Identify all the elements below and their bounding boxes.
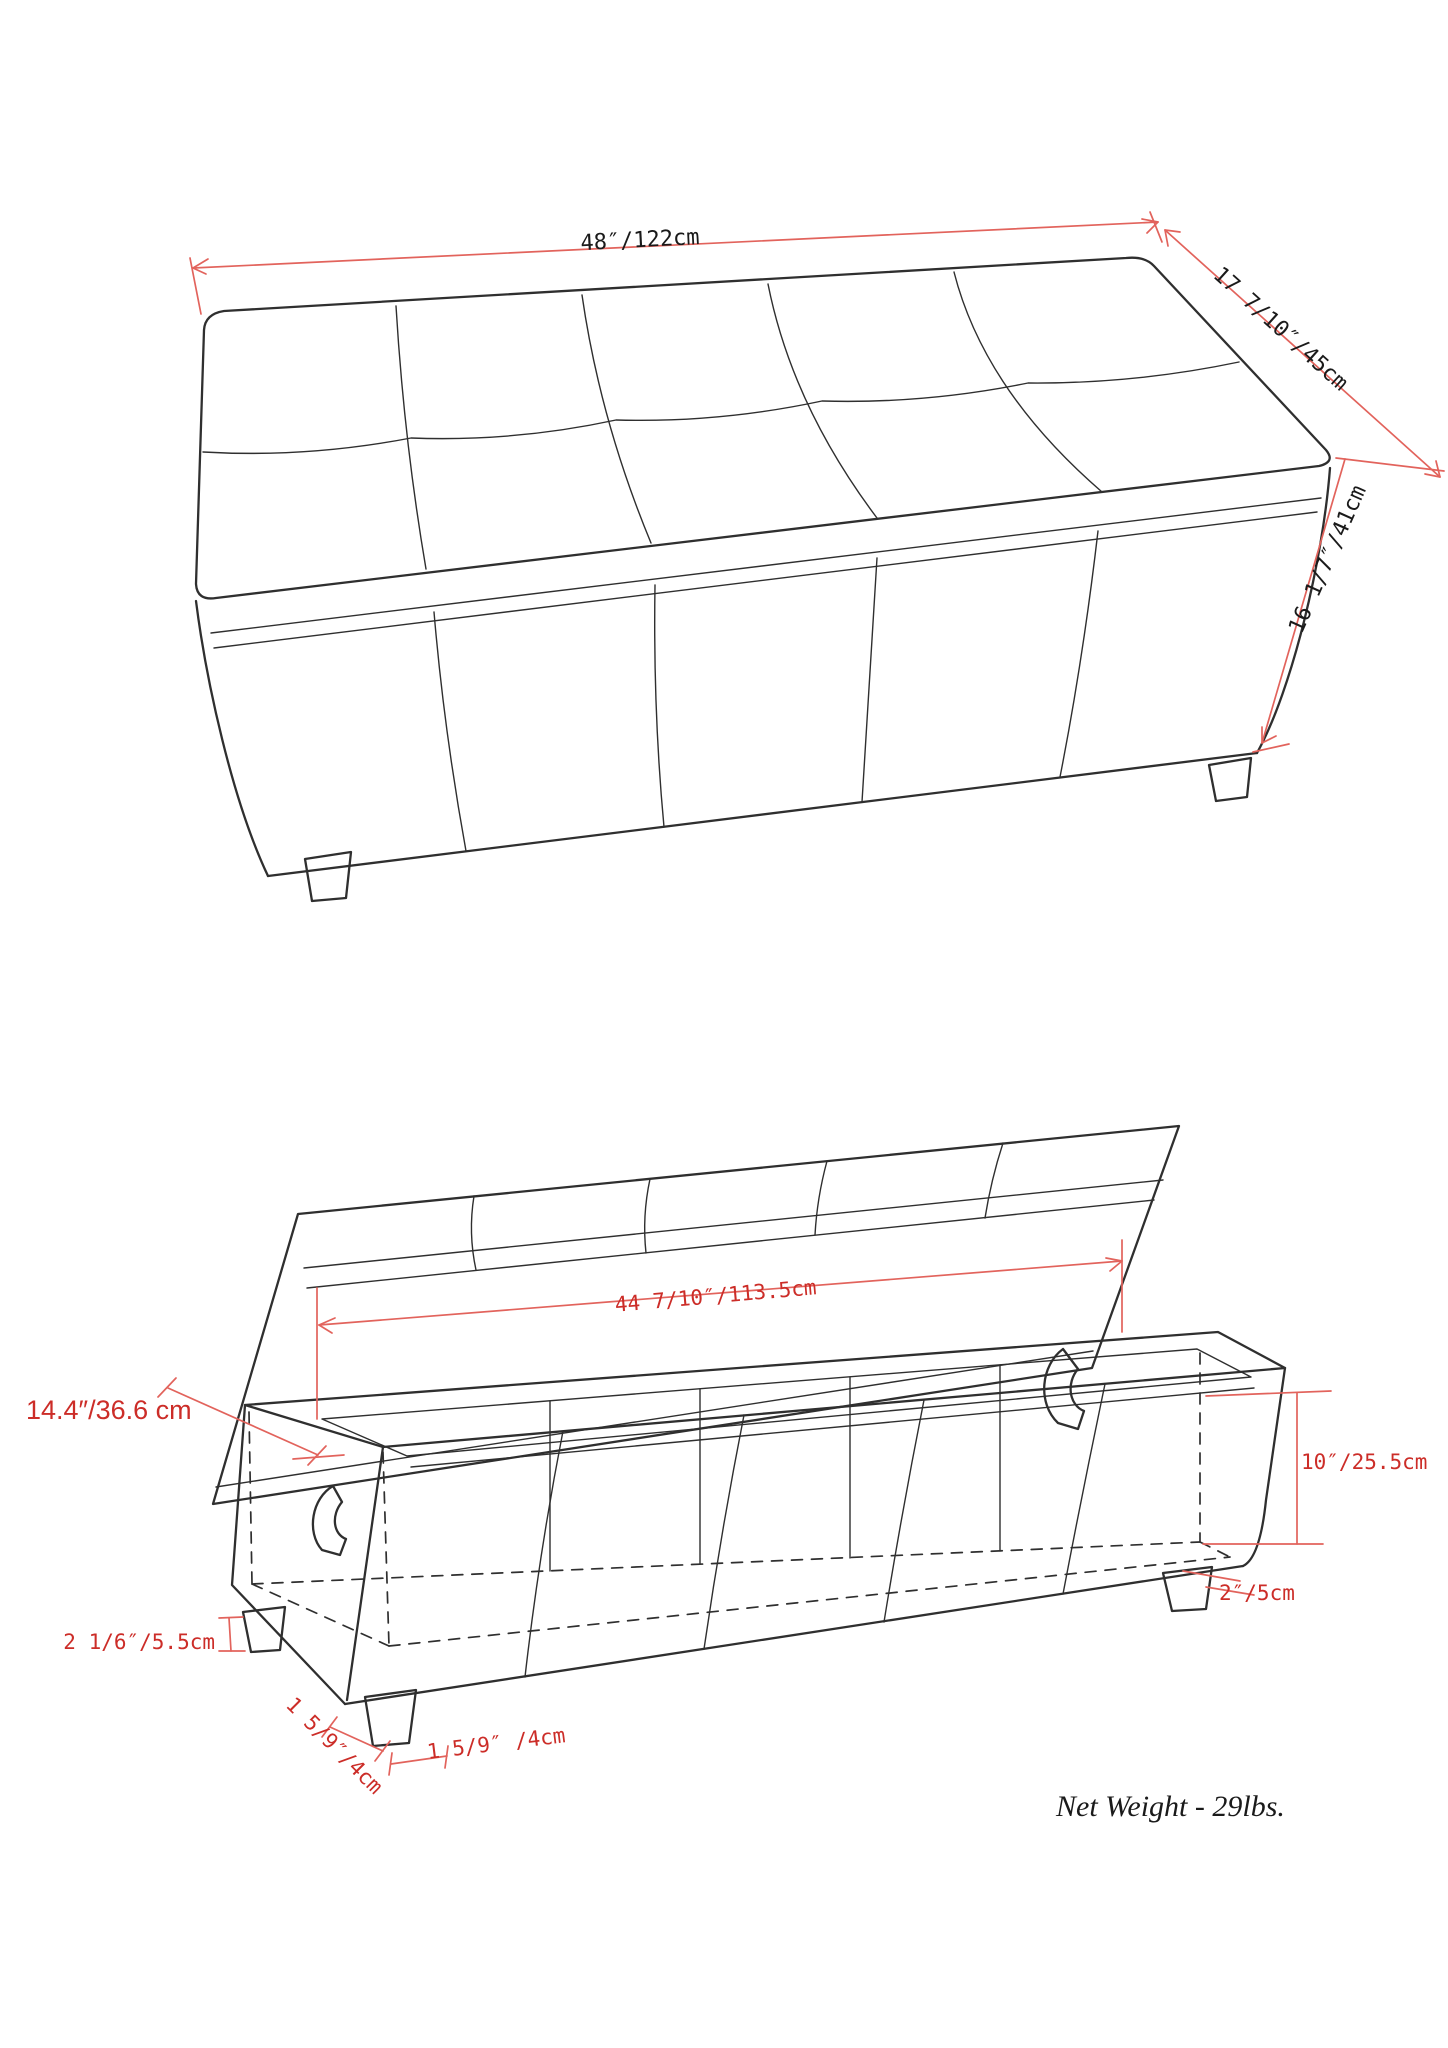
lid-cushion-band-2 — [307, 1200, 1154, 1288]
leg-side-width-tick-2 — [375, 1741, 390, 1761]
open-back-left-leg — [243, 1607, 285, 1652]
left-hinge — [313, 1486, 346, 1555]
width-arrow-left — [193, 259, 208, 274]
left-leg-bracket-line — [229, 1618, 231, 1651]
closed-right-leg — [1209, 758, 1251, 801]
box-rim-front-inner-edge — [411, 1388, 1254, 1467]
front-seam-2 — [655, 585, 664, 827]
interior-depth-label: 14.4″/36.6 cm — [26, 1395, 192, 1425]
box-rim-outer — [245, 1332, 1285, 1447]
left-leg-height-label: 2 1/6″/5.5cm — [63, 1630, 215, 1654]
interior-height-label: 10″/25.5cm — [1301, 1450, 1428, 1474]
box-front-left-edge — [347, 1447, 383, 1700]
box-right-edge — [1243, 1368, 1285, 1566]
interior-bottom-left-edge — [252, 1584, 389, 1646]
opening-width-arrow-right — [1106, 1258, 1122, 1271]
front-seam-4 — [1060, 531, 1098, 777]
box-front-seam-2 — [704, 1415, 744, 1649]
base-bottom-edge — [268, 753, 1257, 876]
box-front-seam-4 — [1063, 1384, 1105, 1594]
open-bench-linework — [213, 1126, 1285, 1746]
closed-bench-drawing — [190, 212, 1444, 901]
corner-extension-tick — [1336, 458, 1444, 471]
leg-front-width-label: 1 5/9″ /4cm — [425, 1723, 567, 1764]
interior-depth-tick-end — [308, 1446, 326, 1465]
interior-dashed-lines — [249, 1353, 1230, 1646]
front-seam-1 — [434, 612, 466, 851]
box-front-seam-3 — [884, 1400, 924, 1622]
lid-cushion-band-1 — [304, 1180, 1163, 1268]
lid-thickness-edge — [216, 1351, 1093, 1487]
opening-width-label: 44 7/10″/113.5cm — [613, 1275, 818, 1317]
height-extension-bottom — [1253, 744, 1289, 752]
opening-width-arrow-left — [319, 1318, 335, 1333]
front-seam-3 — [862, 558, 877, 802]
top-seam-2 — [582, 295, 651, 543]
box-front-bottom-edge — [345, 1566, 1243, 1704]
lid-band-seam-4 — [985, 1143, 1003, 1218]
overall-height-label: 16 1/7″/41cm — [1284, 481, 1372, 638]
top-middle-seam — [203, 362, 1239, 453]
open-bench-dimension-lines — [158, 1240, 1331, 1775]
leg-side-width-label: 1 5/9″/4cm — [281, 1692, 388, 1799]
interior-bottom-back-edge — [252, 1542, 1200, 1584]
overall-depth-label: 17 7/10″/45cm — [1208, 262, 1353, 397]
box-left-side — [232, 1405, 345, 1704]
lid-band-seam-3 — [815, 1161, 827, 1235]
overall-width-label: 48″/122cm — [579, 224, 701, 257]
left-leg-bracket-top — [219, 1617, 243, 1618]
interior-front-left-edge — [383, 1452, 389, 1646]
lid-band-seam-2 — [645, 1179, 650, 1253]
closed-left-leg — [305, 852, 351, 901]
net-weight-label: Net Weight - 29lbs. — [1056, 1790, 1285, 1823]
box-front-seam-1 — [525, 1431, 563, 1677]
closed-bench-linework — [196, 258, 1330, 901]
lid-edge-line — [211, 498, 1321, 633]
lid-outline — [213, 1126, 1179, 1504]
interior-height-top-tick — [1206, 1391, 1331, 1396]
open-bench-drawing — [26, 1126, 1427, 1799]
open-front-left-leg — [365, 1690, 416, 1746]
bench-top-face — [196, 258, 1330, 599]
right-leg-height-label: 2″/5cm — [1219, 1581, 1295, 1605]
lid-band-seam-1 — [471, 1196, 476, 1270]
